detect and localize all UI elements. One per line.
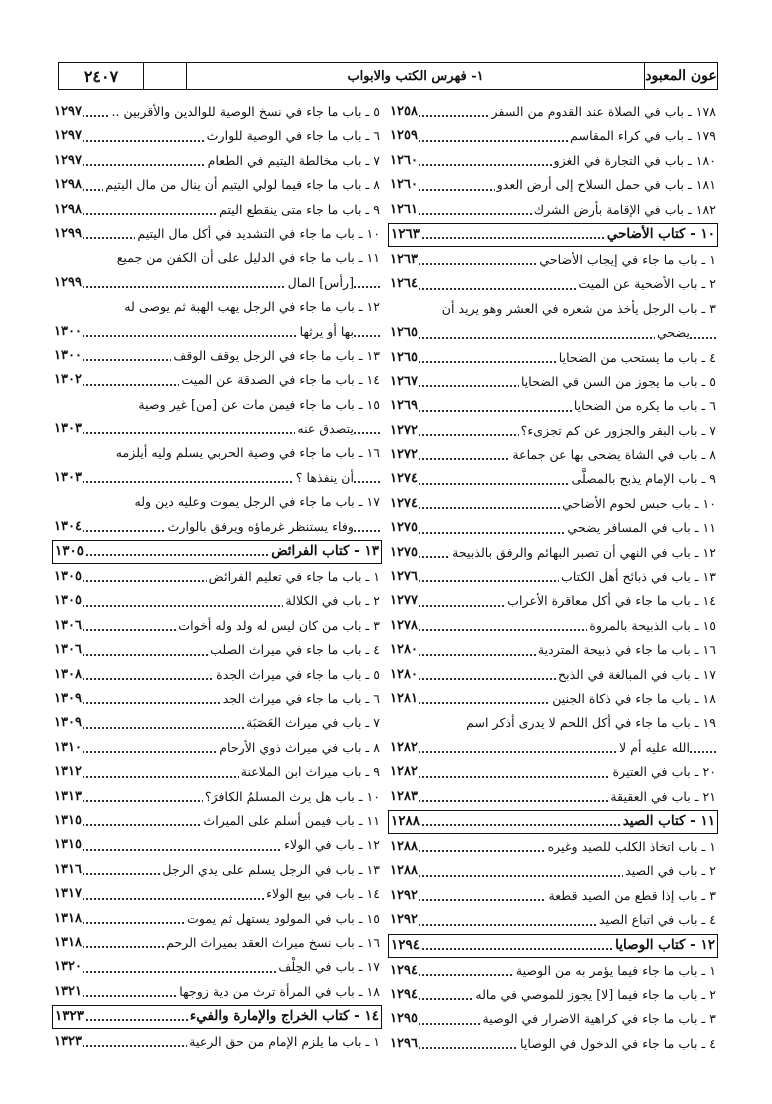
index-entry [52,565,382,589]
book-heading [52,1005,382,1029]
entry-title: ٣ ـ باب إذا قطع من الصيد قطعة [546,884,716,908]
entry-page-number: ١٢٦٥ [390,346,419,370]
entry-title: ١٥ ـ باب الذبيحة بالمروة [587,614,716,638]
index-entry [52,614,382,638]
entry-page-number: ١٣٠٥ [54,589,83,613]
entry-title: ١٧٨ ـ باب في الصلاة عند القدوم من السفر [490,100,716,124]
entry-title: ١٨ ـ باب في المرأة ترث من دية زوجها [177,980,380,1004]
entry-title: ١٧ ـ باب في المبالغة في الذبح [556,663,716,687]
entry-page-number: ١٣٠٣ [54,417,83,441]
index-entry [388,908,718,932]
entry-page-number: ١٣٠٠ [54,320,83,344]
entry-page-number: ١٢٩٢ [390,908,419,932]
entry-title: ١١ ـ باب في المسافر يضحي [565,516,716,540]
index-entry [388,149,718,173]
index-entry [52,638,382,662]
book-title: ١٣ - كتاب الفرائض [271,543,379,560]
entry-title: ٤ ـ باب ما جاء في الدخول في الوصايا [518,1032,716,1056]
entry-title: ٣ ـ باب الرجل يأخذ من شعره في العشر وهو يريد أن [440,297,716,321]
entry-page-number: ١٣٠٩ [54,687,83,711]
entry-page-number: ١٢٧٢ [390,443,419,467]
index-entry [388,346,718,370]
entry-title: ٤ ـ باب ما جاء في ميراث الصلب [208,638,380,662]
index-entry [52,931,382,955]
book-heading [388,223,718,247]
index-entry [388,419,718,443]
index-entry [388,638,718,662]
entry-page-number: ١٣٠٥ [54,565,83,589]
index-entry [388,370,718,394]
entry-page-number: ١٢٩٧ [54,124,83,148]
index-entry [52,809,382,833]
entry-page-number: ١٢٩٤ [390,959,419,983]
index-entry [52,760,382,784]
entry-page-number: ١٢٥٩ [390,124,419,148]
index-entry [52,466,382,490]
index-entry [388,711,718,735]
entry-title: بها أو يرثها [298,320,354,344]
entry-page-number: ١٣١٥ [54,833,83,857]
entry-page-number: ١٢٩٤ [391,936,421,953]
entry-page-number: ١٢٧٤ [390,467,419,491]
entry-page-number: ١٢٧٢ [390,419,419,443]
index-entry [52,271,382,295]
index-entry [388,272,718,296]
index-entry [52,858,382,882]
header-divider [143,63,186,89]
entry-page-number: ١٢٧٨ [390,614,419,638]
entry-title: ١٣ ـ باب في ذبائح أهل الكتاب [559,565,716,589]
entry-page-number: ١٣١٢ [54,760,83,784]
entry-title: ٥ ـ باب ما جاء في نسخ الوصية للوالدين والأقربين .. [110,100,380,124]
entry-page-number: ١٢٨٨ [390,835,419,859]
entry-title: ١٢ ـ باب في النهي أن تصبر البهائم والرفق بالذبيحة [450,541,716,565]
index-entry [388,884,718,908]
entry-page-number: ١٢٨٠ [390,663,419,687]
index-entry [388,467,718,491]
index-entry [388,859,718,883]
entry-title: ١٨٠ ـ باب في التجارة في الغزو [552,149,716,173]
entry-page-number: ١٢٦٩ [390,394,419,418]
index-entry [52,368,382,392]
entry-title: ٣ ـ باب من كان ليس له ولد وله أخوات [176,614,380,638]
right-column [388,100,718,1056]
entry-page-number: ١٣٠٦ [54,614,83,638]
entry-title: ١٤ ـ باب ما جاء في الصدقة عن الميت [179,368,380,392]
entry-title: ٩ ـ باب ما جاء متى ينقطع اليتم [217,198,380,222]
entry-title: ١٢ ـ باب ما جاء في الرجل يهب الهبة ثم يوصى له [122,295,380,319]
index-entry [388,541,718,565]
index-entry [388,124,718,148]
entry-page-number: ١٣٠٨ [54,663,83,687]
entry-title: يضحي [655,321,690,345]
entry-page-number: ١٢٦١ [390,198,419,222]
book-title: ١٢ - كتاب الوصايا [615,936,715,953]
entry-page-number: ١٢٧٤ [390,492,419,516]
entry-title: ١٨١ ـ باب في حمل السلاح إلى أرض العدو [495,173,716,197]
entry-title: ١٤ ـ باب في بيع الولاء [264,882,380,906]
index-entry [52,589,382,613]
entry-page-number: ١٣١٧ [54,882,83,906]
book-title: ١٤ - كتاب الخراج والإمارة والفيء [189,1008,379,1025]
index-entry [388,760,718,784]
entry-page-number: ١٣١٥ [54,809,83,833]
entry-page-number: ١٢٨٢ [390,760,419,784]
index-entry [388,1032,718,1056]
entry-title: ١٦ ـ باب ما جاء في وصية الحربي يسلم وليه أيلزمه [114,441,380,465]
entry-page-number: ١٢٦٠ [390,149,419,173]
book-heading [52,540,382,564]
entry-title: ٢ ـ باب الأضحية عن الميت [576,272,716,296]
index-entry [388,394,718,418]
entry-page-number: ١٣٠٦ [54,638,83,662]
entry-title: ٥ ـ باب ما يجوز من السن في الضحايا [519,370,716,394]
index-entry [52,490,382,514]
header-section-title: ١- فهرس الكتب والابواب [186,63,644,89]
entry-page-number: ١٢٩٧ [54,100,83,124]
entry-title: ٧ ـ باب مخالطة اليتيم في الطعام [206,149,380,173]
entry-page-number: ١٢٨٣ [390,785,419,809]
entry-title: ١٨ ـ باب ما جاء في ذكاة الجنين [550,687,716,711]
entry-page-number: ١٢٩٨ [54,173,83,197]
index-entry [52,736,382,760]
entry-title: ١٠ ـ باب هل يرث المسلمُ الكافرَ؟ [203,785,380,809]
index-entry [388,173,718,197]
entry-page-number: ١٢٨٢ [390,736,419,760]
entry-title: ٧ ـ باب البقر والجزور عن كم تجزىء؟ [519,419,716,443]
index-entry [52,441,382,465]
entry-page-number: ١٢٧٦ [390,565,419,589]
entry-page-number: ١٢٨١ [390,687,419,711]
page-number: ٢٤٠٧ [83,66,119,86]
index-entry [388,321,718,345]
entry-title: ١٦ ـ باب نسخ ميراث العقد بميراث الرحم [164,931,380,955]
entry-title: ١٣ ـ باب ما جاء في الرجل يوقف الوقف [171,344,380,368]
entry-page-number: ١٢٨٨ [391,812,421,829]
entry-page-number: ١٣١٨ [54,931,83,955]
entry-page-number: ١٣٢١ [54,980,83,1004]
entry-title: ١ ـ باب ما جاء فيما يؤمر به من الوصية [514,959,716,983]
index-entry [52,393,382,417]
entry-page-number: ١٢٩٤ [390,983,419,1007]
index-entry [52,515,382,539]
entry-title: ٥ ـ باب ما جاء في ميراث الجدة [214,663,380,687]
book-heading [388,810,718,834]
entry-page-number: ١٢٦٣ [391,225,421,242]
index-entry [52,295,382,319]
index-entry [388,565,718,589]
index-entry [52,980,382,1004]
book-heading [388,934,718,958]
entry-page-number: ١٢٧٧ [390,589,419,613]
entry-title: ٤ ـ باب ما يستحب من الضحايا [557,346,716,370]
entry-title: ١٨٢ ـ باب في الإقامة بأرض الشرك [532,198,716,222]
entry-page-number: ١٣١٣ [54,785,83,809]
entry-page-number: ١٢٦٤ [390,272,419,296]
left-column [52,100,382,1054]
entry-title: ١٣ ـ باب في الرجل يسلم على يدي الرجل [160,858,380,882]
entry-page-number: ١٣٢٠ [54,955,83,979]
index-entry [52,173,382,197]
entry-page-number: ١٢٧٥ [390,516,419,540]
index-entry [388,100,718,124]
entry-title: ٣ ـ باب ما جاء في كراهية الاضرار في الوصية [481,1007,716,1031]
entry-title: ١ ـ باب اتخاذ الكلب للصيد وغيره [546,835,716,859]
entry-title: ٦ ـ باب ما جاء في الوصية للوارث [205,124,380,148]
entry-title: ٩ ـ باب ميراث ابن الملاعنة [239,760,380,784]
entry-title: ٧ ـ باب في ميراث العَصَبَة [244,711,380,735]
index-entry [388,492,718,516]
index-entry [52,149,382,173]
entry-page-number: ١٢٩٩ [54,222,83,246]
index-entry [52,907,382,931]
entry-title: ٢٠ ـ باب في العتيرة [610,760,716,784]
entry-title: ٨ ـ باب في الشاة يضحى بها عن جماعة [510,443,716,467]
index-entry [52,320,382,344]
entry-title: ١٠ ـ باب ما جاء في التشديد في أكل مال اليتيم [135,222,380,246]
index-entry [388,687,718,711]
entry-page-number: ١٣٠٣ [54,466,83,490]
index-entry [388,516,718,540]
entry-title: ١٧ ـ باب في الحِلْف [276,955,380,979]
index-entry [388,785,718,809]
index-entry [388,614,718,638]
index-entry [52,711,382,735]
entry-page-number: ١٢٦٠ [390,173,419,197]
book-title: ١٠ - كتاب الأضاحي [606,225,715,242]
page-header [58,62,718,90]
index-entry [52,785,382,809]
entry-page-number: ١٢٦٧ [390,370,419,394]
index-entry [52,246,382,270]
book-title: ١١ - كتاب الصيد [622,812,715,829]
entry-page-number: ١٣١٨ [54,907,83,931]
entry-title: ١١ ـ باب ما جاء في الدليل على أن الكفن من جميع [115,246,380,270]
entry-title: [رأس] المال [286,271,354,295]
entry-title: أن ينفذها ؟ [294,466,354,490]
index-entry [52,687,382,711]
entry-page-number: ١٢٥٨ [390,100,419,124]
index-entry [52,222,382,246]
index-entry [52,124,382,148]
index-entry [388,835,718,859]
index-entry [52,344,382,368]
index-entry [388,198,718,222]
index-entry [388,736,718,760]
entry-title: ١٤ ـ باب ما جاء في أكل معاقرة الأعراب [505,589,716,613]
entry-title: ١ ـ باب ما يلزم الإمام من حق الرعية [187,1030,380,1054]
entry-title: ٢ ـ باب في الكلالة [283,589,380,613]
entry-title: ١٧ ـ باب ما جاء في الرجل يموت وعليه دين وله [132,490,380,514]
entry-page-number: ١٢٦٣ [390,248,419,272]
index-entry [388,248,718,272]
entry-title: ٤ ـ باب في اتباع الصيد [597,908,716,932]
index-entry [388,959,718,983]
entry-title: ١ ـ باب ما جاء في إيجاب الأضاحي [537,248,716,272]
entry-page-number: ١٣٠٩ [54,711,83,735]
entry-page-number: ١٣١٦ [54,858,83,882]
index-entry [388,983,718,1007]
index-entry [52,417,382,441]
entry-title: وفاء يستنظر غرماؤه ويرفق بالوارث [166,515,354,539]
entry-page-number: ١٢٦٥ [390,321,419,345]
entry-page-number: ١٣٢٣ [54,1030,83,1054]
entry-page-number: ١٢٩٦ [390,1032,419,1056]
entry-page-number: ١٢٩٨ [54,198,83,222]
entry-title: ١٧٩ ـ باب في كراء المقاسم [568,124,716,148]
index-entry [52,882,382,906]
entry-title: ٩ ـ باب الإمام يذبح بالمصلَّى [569,467,716,491]
entry-title: ٦ ـ باب ما يكره من الضحايا [572,394,716,418]
entry-title: ١٥ ـ باب في المولود يستهل ثم يموت [185,907,380,931]
entry-page-number: ١٢٨٠ [390,638,419,662]
entry-page-number: ١٣١٠ [54,736,83,760]
index-entry [388,297,718,321]
index-entry [388,443,718,467]
index-entry [52,198,382,222]
entry-title: ١٢ ـ باب في الولاء [282,833,380,857]
entry-title: ١٩ ـ باب ما جاء في أكل اللحم لا يدرى أذكر اسم [464,711,716,735]
entry-title: ٢ ـ باب في الصيد [623,859,716,883]
index-entry [52,100,382,124]
entry-title: ٦ ـ باب ما جاء في ميراث الجد [221,687,380,711]
entry-page-number: ١٣٠٥ [55,543,85,560]
index-entry [388,663,718,687]
entry-page-number: ١٣٠٠ [54,344,83,368]
entry-page-number: ١٢٨٨ [390,859,419,883]
index-entry [388,1007,718,1031]
index-entry [52,955,382,979]
index-entry [52,663,382,687]
entry-title: ٨ ـ باب ما جاء فيما لولي اليتيم أن ينال من مال اليتيم [103,173,380,197]
entry-title: الله عليه أم لا [617,736,690,760]
index-entry [52,833,382,857]
entry-title: ٨ ـ باب في ميراث ذوي الأرحام [217,736,380,760]
entry-title: ٢ ـ باب ما جاء فيما [لا] يجوز للموصي في ماله [473,983,716,1007]
header-book-title: عون المعبود [644,63,717,89]
index-entry [52,1030,382,1054]
entry-title: ١٥ ـ باب ما جاء فيمن مات عن [من] غير وصية [136,393,380,417]
entry-page-number: ١٣٢٣ [55,1008,85,1025]
entry-page-number: ١٢٩٥ [390,1007,419,1031]
entry-title: ١١ ـ باب فيمن أسلم على الميراث [201,809,380,833]
entry-title: يتصدق عنه [295,417,354,441]
entry-title: ١٦ ـ باب ما جاء في ذبيحة المتردية [536,638,716,662]
entry-page-number: ١٣٠٤ [54,515,83,539]
index-entry [388,589,718,613]
entry-page-number: ١٢٧٥ [390,541,419,565]
entry-title: ١ ـ باب ما جاء في تعليم الفرائض [207,565,380,589]
entry-page-number: ١٣٠٢ [54,368,83,392]
entry-page-number: ١٢٩٢ [390,884,419,908]
entry-title: ٢١ ـ باب في العقيقة [608,785,716,809]
entry-page-number: ١٢٩٧ [54,149,83,173]
entry-title: ١٠ ـ باب حبس لحوم الأضاحي [560,492,716,516]
entry-page-number: ١٢٩٩ [54,271,83,295]
